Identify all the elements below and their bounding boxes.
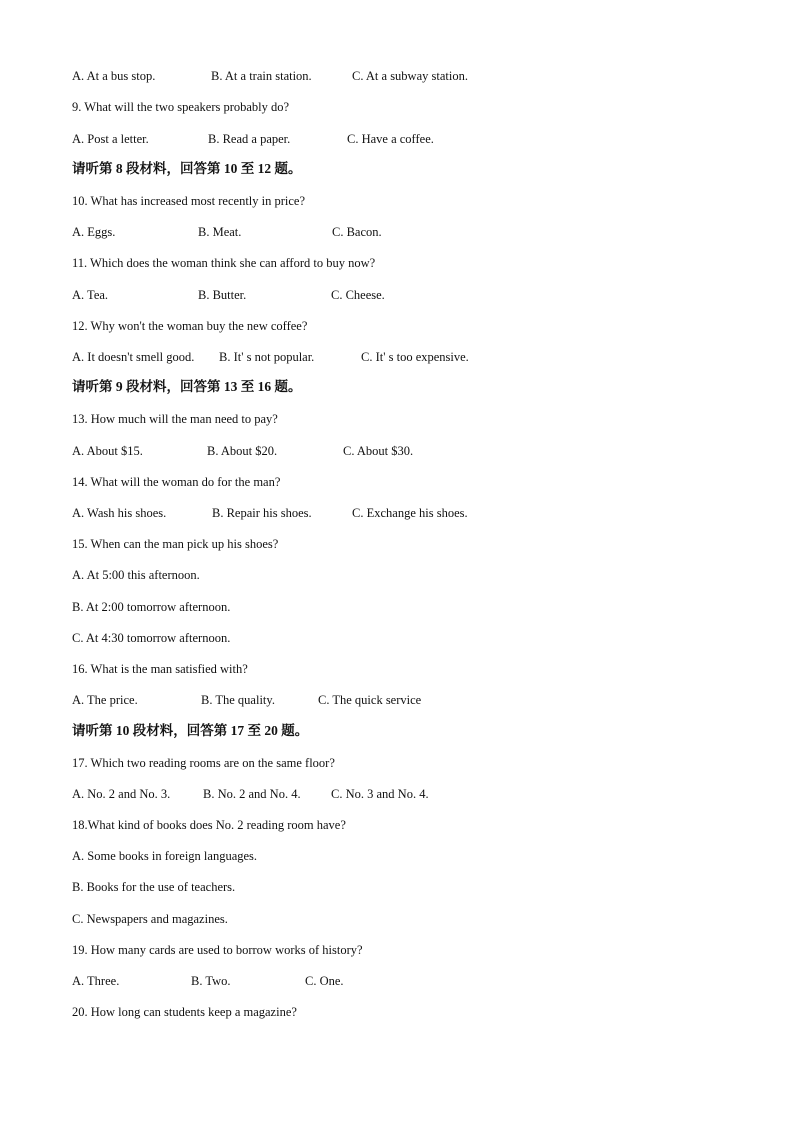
option-b: B. Repair his shoes.: [212, 506, 312, 520]
option-c: C. At a subway station.: [352, 69, 468, 83]
option-a: A. At 5:00 this afternoon.: [72, 568, 200, 582]
option-c: C. Cheese.: [331, 288, 385, 302]
option-c: C. About $30.: [343, 444, 414, 458]
section-heading: 请听第 9 段材料，回答第 13 至 16 题。: [72, 379, 302, 394]
question-20: 20. How long can students keep a magazine?: [72, 1005, 297, 1019]
option-b: B. Books for the use of teachers.: [72, 880, 236, 894]
option-b: B. The quality.: [201, 693, 275, 707]
option-c: C. No. 3 and No. 4.: [331, 787, 429, 801]
options-row: [72, 224, 712, 240]
option-c: C. Have a coffee.: [347, 132, 434, 146]
options-row: [72, 973, 712, 989]
option-a: A. Wash his shoes.: [72, 506, 167, 520]
question-16: 16. What is the man satisfied with?: [72, 662, 248, 676]
options-row: [72, 131, 712, 147]
options-row: [72, 287, 712, 303]
option-a: A. About $15.: [72, 444, 143, 458]
section-heading: 请听第 10 段材料，回答第 17 至 20 题。: [72, 723, 309, 738]
options-row: [72, 786, 712, 802]
options-row: [72, 692, 712, 708]
option-c: C. At 4:30 tomorrow afternoon.: [72, 631, 231, 645]
option-b: B. Read a paper.: [208, 132, 291, 146]
option-c: C. Exchange his shoes.: [352, 506, 468, 520]
options-row: [72, 505, 712, 521]
option-a: A. Some books in foreign languages.: [72, 849, 258, 863]
option-b: B. Meat.: [198, 225, 242, 239]
option-b: B. At a train station.: [211, 69, 312, 83]
option-a: A. The price.: [72, 693, 138, 707]
option-a: A. Three.: [72, 974, 120, 988]
question-17: 17. Which two reading rooms are on the same floor?: [72, 756, 335, 770]
option-a: A. Post a letter.: [72, 132, 149, 146]
option-b: B. At 2:00 tomorrow afternoon.: [72, 600, 231, 614]
option-a: A. It doesn't smell good.: [72, 350, 195, 364]
question-9: 9. What will the two speakers probably do?: [72, 100, 290, 114]
option-c: C. The quick service: [318, 693, 422, 707]
option-a: A. Eggs.: [72, 225, 116, 239]
question-19: 19. How many cards are used to borrow works of history?: [72, 943, 363, 957]
question-18: 18.What kind of books does No. 2 reading room have?: [72, 818, 346, 832]
option-c: C. Newspapers and magazines.: [72, 912, 228, 926]
options-row: [72, 349, 712, 365]
option-a: A. Tea.: [72, 288, 109, 302]
question-12: 12. Why won't the woman buy the new coffee?: [72, 319, 308, 333]
options-row: [72, 443, 712, 459]
question-13: 13. How much will the man need to pay?: [72, 412, 278, 426]
section-heading: 请听第 8 段材料，回答第 10 至 12 题。: [72, 161, 302, 176]
question-14: 14. What will the woman do for the man?: [72, 475, 281, 489]
question-11: 11. Which does the woman think she can afford to buy now?: [72, 256, 376, 270]
option-b: B. Butter.: [198, 288, 247, 302]
question-10: 10. What has increased most recently in price?: [72, 194, 306, 208]
option-b: B. It' s not popular.: [219, 350, 315, 364]
option-a: A. No. 2 and No. 3.: [72, 787, 171, 801]
option-a: A. At a bus stop.: [72, 69, 156, 83]
question-15: 15. When can the man pick up his shoes?: [72, 537, 279, 551]
option-b: B. About $20.: [207, 444, 278, 458]
option-c: C. One.: [305, 974, 344, 988]
option-b: B. No. 2 and No. 4.: [203, 787, 301, 801]
option-c: C. It' s too expensive.: [361, 350, 469, 364]
option-b: B. Two.: [191, 974, 231, 988]
options-row: [72, 68, 712, 84]
option-c: C. Bacon.: [332, 225, 382, 239]
